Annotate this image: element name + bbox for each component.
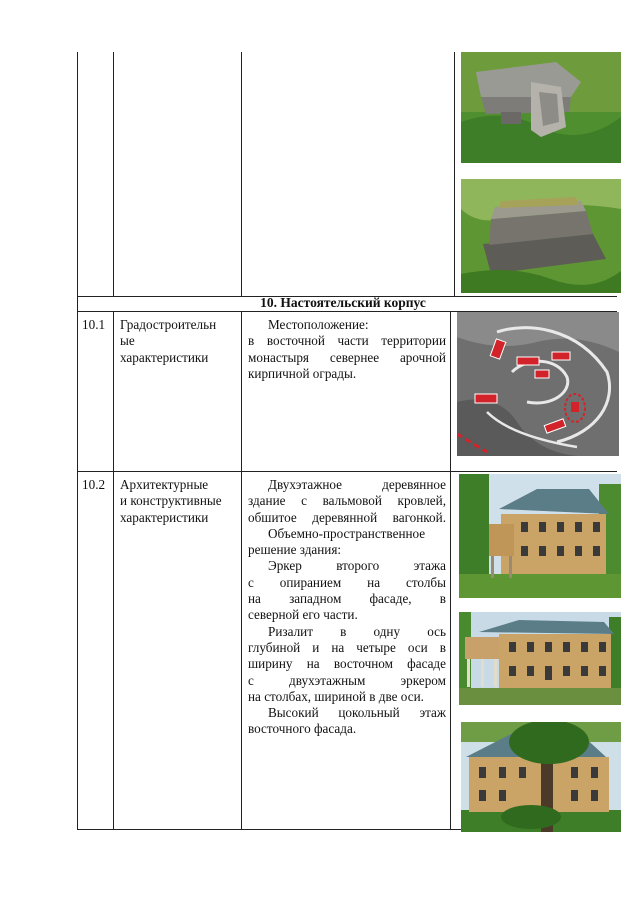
desc-line: Эркер второго этажа xyxy=(268,558,446,574)
col-divider-3-lower xyxy=(450,311,451,830)
desc-line: в восточной части территории xyxy=(248,333,446,349)
desc-line: Ризалит в одну ось xyxy=(268,623,446,639)
row-line-10-2-top xyxy=(77,471,617,472)
row-name xyxy=(120,477,242,526)
row-description xyxy=(248,477,446,738)
desc-line: ширину на восточном фасаде xyxy=(248,656,446,672)
desc-line: Местоположение: xyxy=(268,317,369,332)
building-photo-3 xyxy=(461,722,621,832)
row-number: 10.1 xyxy=(82,317,106,332)
desc-line: Двухэтажное деревянное xyxy=(268,477,446,492)
desc-line: глубиной и на четыре оси в xyxy=(248,639,446,655)
row-description xyxy=(248,317,446,382)
desc-line: здание с вальмовой кровлей, xyxy=(248,493,446,509)
col-divider-2-upper xyxy=(241,52,242,296)
desc-line: на столбах, шириной в две оси. xyxy=(248,688,424,704)
desc-line: с опиранием на столбы xyxy=(248,574,446,590)
building-photo-1 xyxy=(459,474,621,598)
row-name-line: характеристики xyxy=(120,349,209,365)
row-name xyxy=(120,317,238,366)
col-divider-3-upper xyxy=(454,52,455,296)
col-divider-1-lower xyxy=(113,311,114,830)
stone-pedestal-photo xyxy=(461,179,621,293)
desc-line: восточного фасада. xyxy=(248,721,357,737)
desc-line: Объемно-пространственное xyxy=(268,525,426,541)
row-number: 10.2 xyxy=(82,477,106,492)
table-left-border xyxy=(77,52,78,830)
desc-line: с двухэтажным эркером xyxy=(248,672,446,688)
row-name-line: характеристики xyxy=(120,509,209,525)
section-title: 10. Настоятельский корпус xyxy=(260,295,426,310)
building-photo-2 xyxy=(459,612,621,705)
aerial-site-plan-photo xyxy=(457,312,619,456)
desc-line: Высокий цокольный этаж xyxy=(268,705,446,721)
row-name-line: ые xyxy=(120,333,135,349)
col-divider-2-lower xyxy=(241,311,242,830)
row-name-line: и конструктивные xyxy=(120,493,222,509)
row-name-line: Градостроительн xyxy=(120,317,217,332)
desc-line: монастыря севернее арочной xyxy=(248,349,446,365)
desc-line: на западном фасаде, в xyxy=(248,591,446,607)
row-name-line: Архитектурные xyxy=(120,477,209,492)
desc-line: кирпичной ограды. xyxy=(248,365,357,381)
desc-line: решение здания: xyxy=(248,542,342,558)
col-divider-1-upper xyxy=(113,52,114,296)
desc-line: северной его части. xyxy=(248,607,358,623)
stone-ruin-photo xyxy=(461,52,621,163)
desc-line: обшитое деревянной вагонкой. xyxy=(248,509,446,525)
